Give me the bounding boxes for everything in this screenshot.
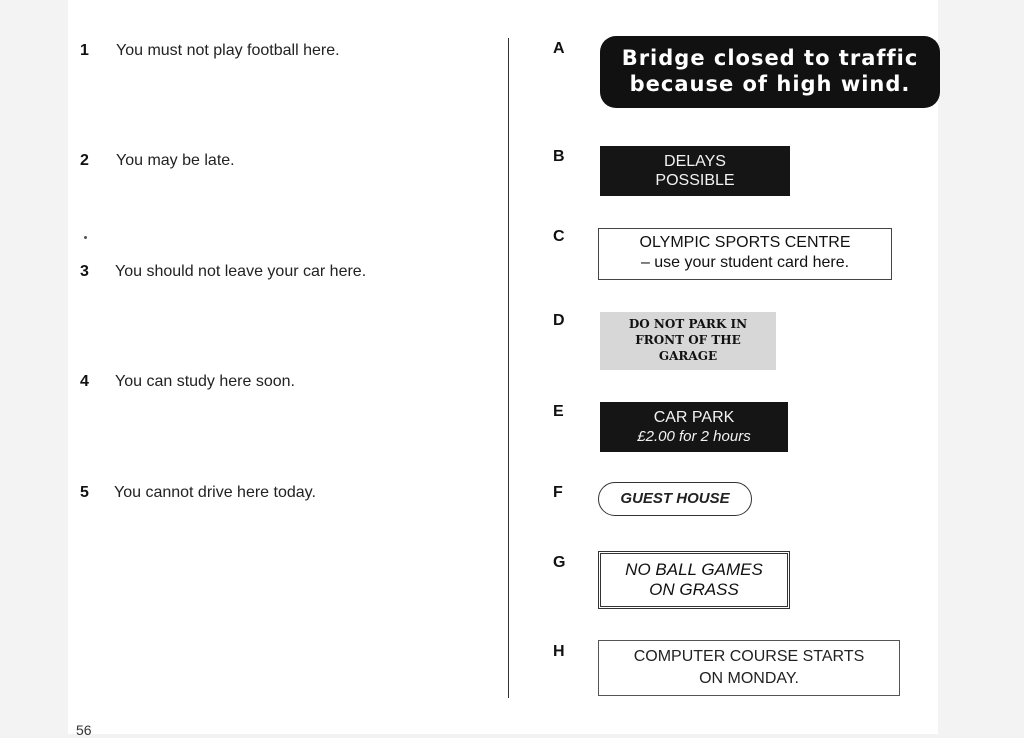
sign-line: GARAGE [658, 349, 718, 363]
sign-line: ON GRASS [649, 580, 739, 599]
option-letter: B [553, 148, 565, 165]
sign-line: FRONT OF THE [635, 333, 741, 347]
sign-line: OLYMPIC SPORTS CENTRE [639, 234, 851, 251]
sign-olympic-sports-centre [598, 228, 892, 280]
sign-line: – use your student card here. [640, 254, 850, 271]
sign-line: GUEST HOUSE [620, 490, 730, 507]
sign-line: COMPUTER COURSE STARTS [633, 648, 865, 665]
sign-line: ON MONDAY. [699, 670, 799, 687]
sign-delays-possible [600, 146, 790, 196]
question-number: 1 [80, 42, 89, 59]
question-text: You can study here soon. [115, 373, 295, 390]
sign-bridge-closed [600, 36, 940, 108]
question-number: 5 [80, 484, 89, 501]
question-text: You should not leave your car here. [115, 263, 367, 280]
sign-line: DO NOT PARK IN [628, 317, 748, 331]
sign-line: CAR PARK [653, 409, 735, 426]
option-letter: F [553, 484, 563, 501]
question-text: You cannot drive here today. [114, 484, 316, 501]
sign-no-ball-games [598, 551, 790, 609]
column-divider [508, 38, 509, 698]
option-letter: E [553, 403, 564, 420]
question-text: You must not play football here. [116, 42, 340, 59]
question-text: You may be late. [116, 152, 235, 169]
sign-line: £2.00 for 2 hours [637, 428, 751, 445]
question-number: 4 [80, 373, 89, 390]
sign-line: POSSIBLE [655, 172, 735, 189]
option-letter: A [553, 40, 565, 57]
stray-mark [84, 236, 87, 239]
sign-computer-course [598, 640, 900, 696]
sign-guest-house [598, 482, 752, 516]
question-number: 2 [80, 152, 89, 169]
sign-line: Bridge closed to traffic [621, 46, 919, 70]
question-number: 3 [80, 263, 89, 280]
sign-line: DELAYS [664, 153, 726, 170]
option-letter: C [553, 228, 565, 245]
worksheet-page [68, 0, 938, 734]
sign-line: NO BALL GAMES [625, 560, 763, 579]
sign-line: because of high wind. [629, 72, 911, 96]
page-number: 56 [76, 722, 92, 738]
option-letter: G [553, 554, 566, 571]
sign-do-not-park [600, 312, 776, 370]
sign-car-park [600, 402, 788, 452]
option-letter: D [553, 312, 565, 329]
option-letter: H [553, 643, 565, 660]
